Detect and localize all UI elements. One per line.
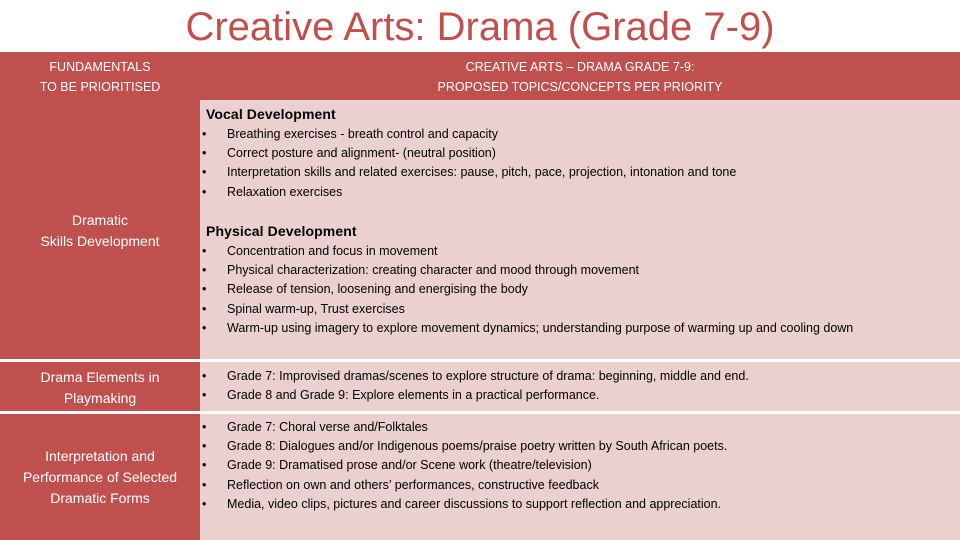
list-item: • Grade 8: Dialogues and/or Indigenous poems/praise poetry written by South African poets. — [202, 437, 954, 456]
row-dramatic-skills — [0, 100, 960, 360]
row-label-line: Playmaking — [63, 390, 137, 406]
list-item: • Breathing exercises - breath control and capacity — [202, 125, 954, 144]
list-item: • Grade 7: Improvised dramas/scenes to explore structure of drama: beginning, middle and end. — [202, 367, 954, 386]
list-item: • Media, video clips, pictures and career discussions to support reflection and appreciation. — [202, 495, 954, 514]
vocal-list — [202, 125, 954, 202]
row-interpretation-performance — [0, 414, 960, 540]
list-item: • Concentration and focus in movement — [202, 242, 954, 261]
list-item: • Spinal warm-up, Trust exercises — [202, 300, 954, 319]
list-item: • Reflection on own and others’ performances, constructive feedback — [202, 476, 954, 495]
row-drama-elements — [0, 362, 960, 412]
row-label-line: Dramatic Forms — [50, 490, 150, 506]
row-label-line: Interpretation and — [45, 448, 155, 464]
list-item: • Grade 9: Dramatised prose and/or Scene work (theatre/television) — [202, 456, 954, 475]
header-right-line-2: PROPOSED TOPICS/CONCEPTS PER PRIORITY — [437, 80, 723, 94]
list-item: • Grade 7: Choral verse and/Folktales — [202, 418, 954, 437]
list-item: • Release of tension, loosening and energising the body — [202, 280, 954, 299]
physical-list — [202, 242, 954, 338]
page-title: Creative Arts: Drama (Grade 7-9) — [185, 5, 775, 49]
list-item: • Warm-up using imagery to explore movement dynamics; understanding purpose of warming up and cooling down — [202, 319, 954, 338]
playmaking-list — [202, 367, 954, 405]
row-label-line: Performance of Selected — [22, 469, 178, 485]
list-item: • Correct posture and alignment- (neutral position) — [202, 144, 954, 163]
row-label-line: Dramatic — [71, 212, 128, 228]
list-item: • Grade 8 and Grade 9: Explore elements in a practical performance. — [202, 386, 954, 405]
list-item: • Relaxation exercises — [202, 183, 954, 202]
section-heading-vocal: Vocal Development — [206, 106, 336, 122]
list-item: • Physical characterization: creating character and mood through movement — [202, 261, 954, 280]
header-topics — [200, 52, 960, 100]
section-heading-physical: Physical Development — [206, 223, 357, 239]
header-right-line-1: CREATIVE ARTS – DRAMA GRADE 7-9: — [465, 60, 695, 74]
header-fundamentals — [0, 52, 200, 100]
row-label — [0, 210, 200, 252]
row-label — [0, 446, 200, 509]
row-label-line: Skills Development — [40, 233, 160, 249]
row-label — [0, 367, 200, 409]
header-left-line-1: FUNDAMENTALS — [49, 60, 151, 74]
interpretation-list — [202, 418, 954, 514]
list-item: • Interpretation skills and related exercises: pause, pitch, pace, projection, intonation and tone — [202, 163, 954, 182]
row-label-line: Drama Elements in — [40, 369, 160, 385]
header-left-line-2: TO BE PRIORITISED — [39, 80, 161, 94]
